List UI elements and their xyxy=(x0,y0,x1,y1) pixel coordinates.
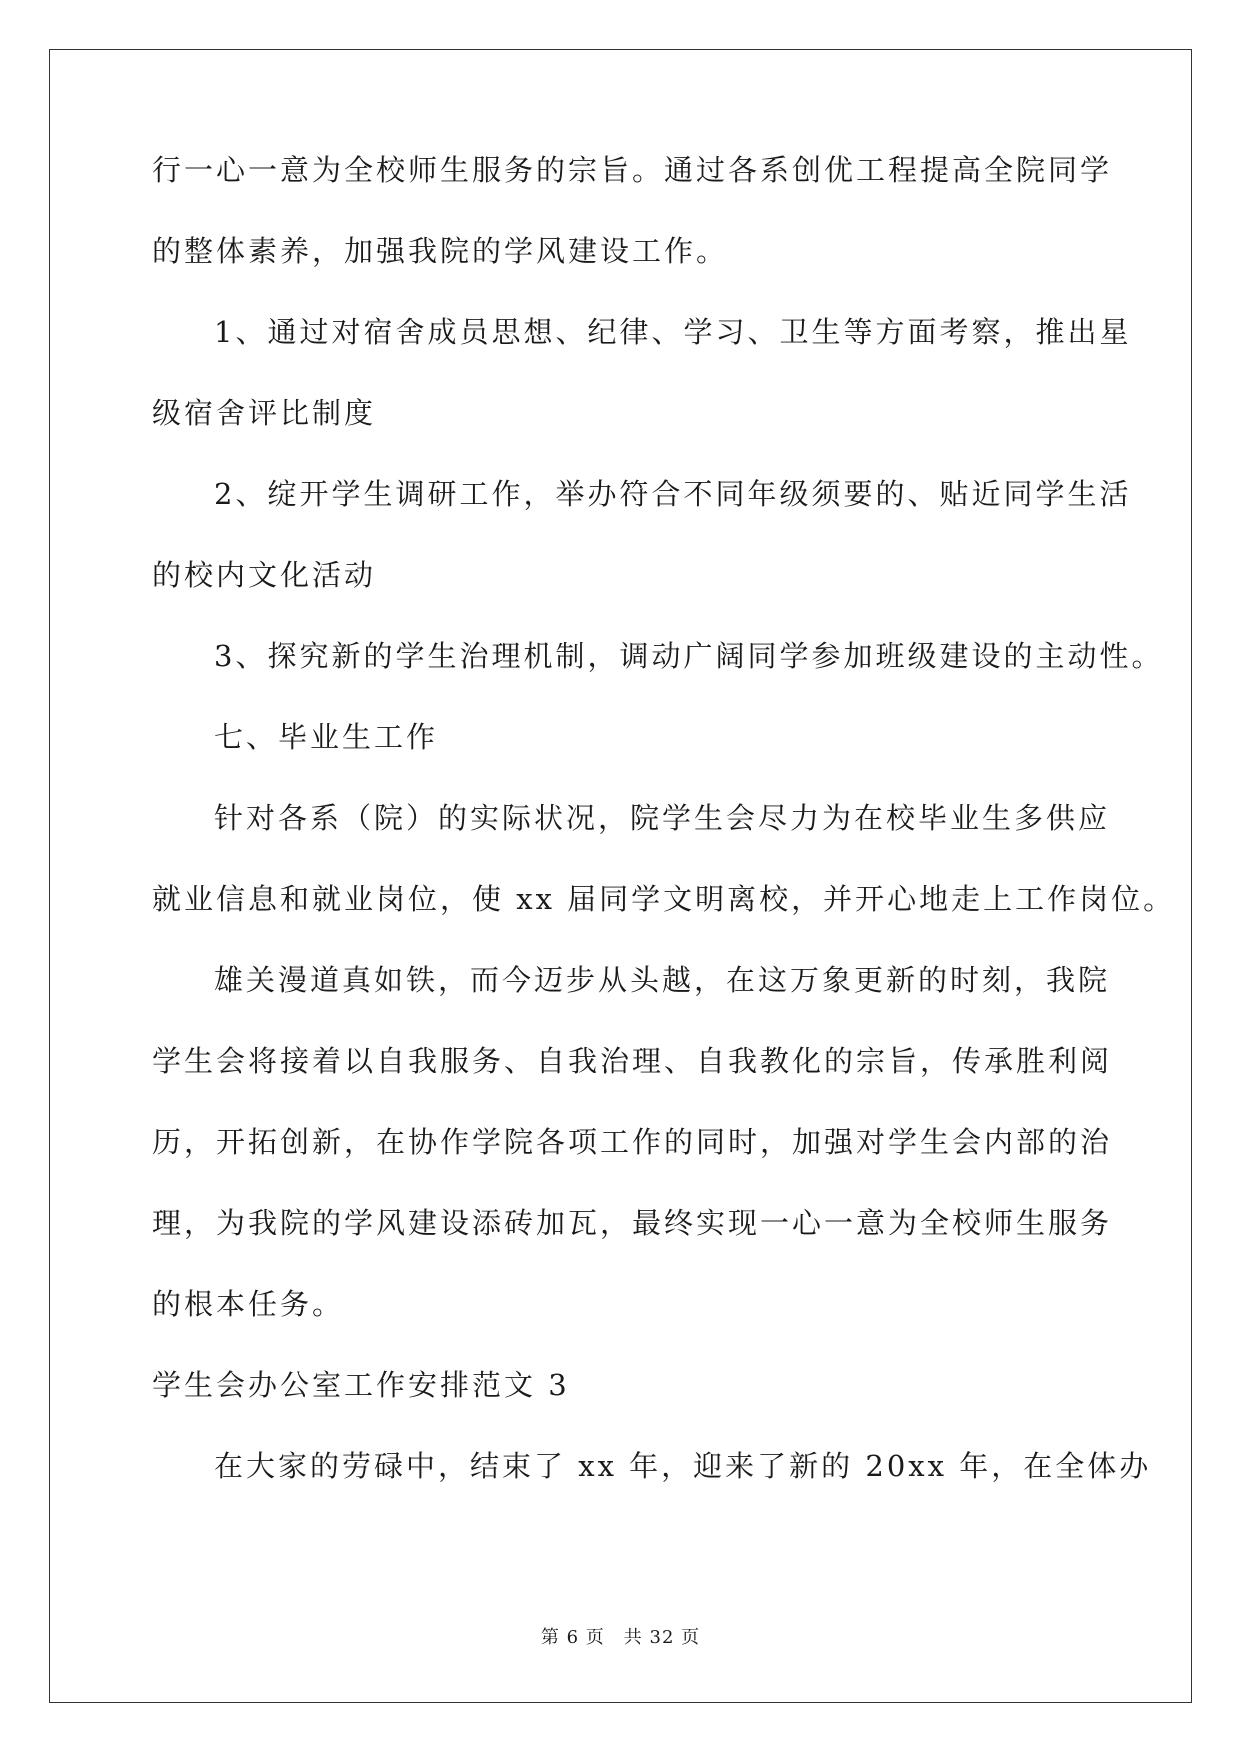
text-line: 在大家的劳碌中，结束了 xx 年，迎来了新的 20xx 年，在全体办 xyxy=(214,1449,1152,1483)
text-line: 1、通过对宿舍成员思想、纪律、学习、卫生等方面考察，推出星 xyxy=(214,315,1132,349)
document-body xyxy=(152,130,1176,1507)
text-line: 雄关漫道真如铁，而今迈步从头越，在这万象更新的时刻，我院 xyxy=(214,963,1111,997)
text-line: 行一心一意为全校师生服务的宗旨。通过各系创优工程提高全院同学 xyxy=(152,153,1113,187)
text-line: 的整体素养，加强我院的学风建设工作。 xyxy=(152,234,729,268)
text-line: 学生会办公室工作安排范文 3 xyxy=(152,1368,570,1402)
text-line: 就业信息和就业岗位，使 xx 届同学文明离校，并开心地走上工作岗位。 xyxy=(152,882,1176,916)
text-line: 级宿舍评比制度 xyxy=(152,396,377,430)
text-line: 理，为我院的学风建设添砖加瓦，最终实现一心一意为全校师生服务 xyxy=(152,1206,1113,1240)
text-line: 的校内文化活动 xyxy=(152,558,377,592)
text-line: 七、毕业生工作 xyxy=(214,720,439,754)
page-footer xyxy=(0,1623,1241,1649)
text-line: 3、探究新的学生治理机制，调动广阔同学参加班级建设的主动性。 xyxy=(214,639,1164,673)
text-line: 的根本任务。 xyxy=(152,1287,345,1321)
text-line: 学生会将接着以自我服务、自我治理、自我教化的宗旨，传承胜利阅 xyxy=(152,1044,1113,1078)
text-line: 2、绽开学生调研工作，举办符合不同年级须要的、贴近同学生活 xyxy=(214,477,1132,511)
text-line: 历，开拓创新，在协作学院各项工作的同时，加强对学生会内部的治 xyxy=(152,1125,1113,1159)
text-line: 针对各系（院）的实际状况，院学生会尽力为在校毕业生多供应 xyxy=(214,801,1111,835)
page-number: 第 6 页 共 32 页 xyxy=(540,1627,701,1648)
